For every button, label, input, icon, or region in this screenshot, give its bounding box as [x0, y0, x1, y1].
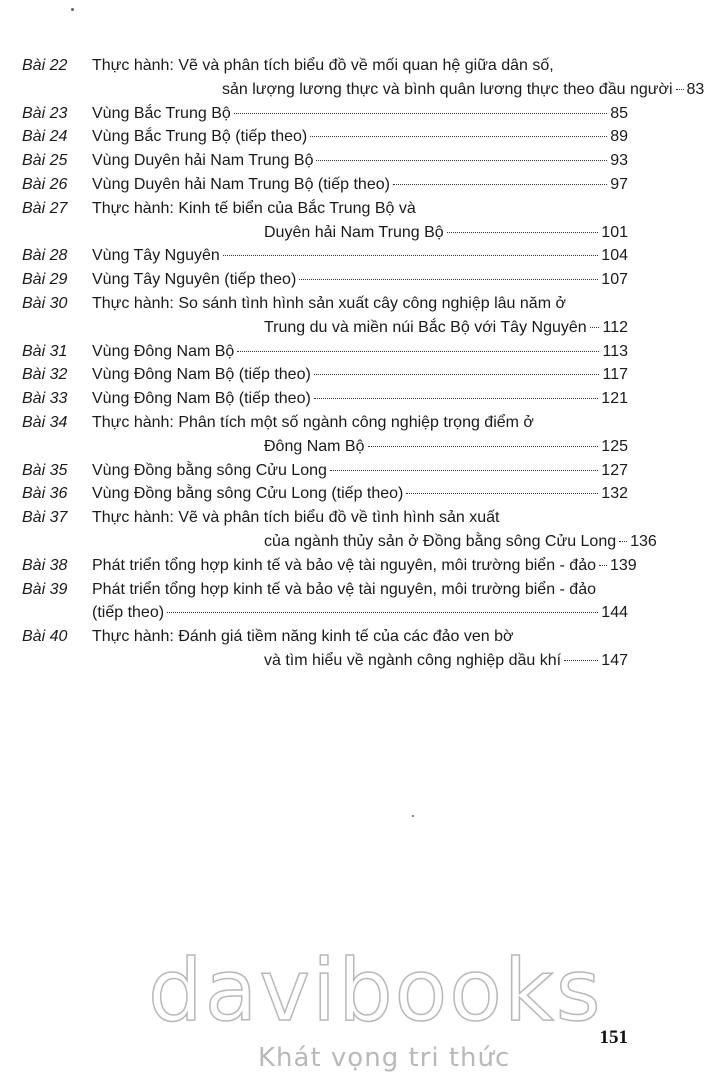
toc-entry-row — [0, 125, 700, 149]
lesson-page-number: 89 — [610, 128, 628, 146]
lesson-page-number: 113 — [602, 342, 628, 360]
lesson-number: Bài 22 — [22, 57, 68, 74]
lesson-line — [92, 625, 628, 649]
lesson-title: Vùng Duyên hải Nam Trung Bộ — [92, 152, 314, 170]
dot-leader — [393, 184, 607, 185]
toc-entry-row — [0, 554, 700, 578]
dot-leader — [447, 232, 599, 233]
toc-entry-row — [0, 340, 700, 364]
lesson-number: Bài 23 — [22, 104, 68, 122]
lesson-number: Bài 27 — [22, 199, 68, 217]
dot-leader — [590, 327, 600, 328]
lesson-line — [92, 387, 628, 411]
page-number: 151 — [599, 1027, 628, 1048]
lesson-title: (tiếp theo) — [92, 604, 165, 622]
toc-entry-row — [0, 506, 700, 530]
lesson-line — [92, 292, 628, 316]
dot-leader — [330, 470, 598, 471]
lesson-number: Bài 29 — [22, 271, 68, 289]
lesson-page-number: 127 — [601, 461, 628, 479]
lesson-line — [92, 268, 628, 292]
lesson-page-number: 83 — [686, 80, 704, 98]
lesson-line — [92, 411, 628, 435]
dot-leader — [368, 446, 599, 447]
toc-entry-row — [0, 292, 700, 316]
lesson-title: Vùng Đồng bằng sông Cửu Long (tiếp theo) — [92, 485, 404, 503]
lesson-number: Bài 28 — [22, 247, 68, 265]
lesson-title: Vùng Đồng bằng sông Cửu Long — [92, 461, 327, 479]
lesson-number: Bài 25 — [22, 152, 68, 170]
toc-entry-row — [0, 149, 700, 173]
toc-entry-row — [0, 578, 700, 602]
toc-entry-row — [0, 482, 700, 506]
toc-entry-row — [0, 173, 700, 197]
lesson-number: Bài 38 — [22, 556, 68, 574]
lesson-title: Vùng Tây Nguyên — [92, 247, 220, 265]
lesson-page-number: 117 — [602, 366, 628, 384]
lesson-title: Đông Nam Bộ — [264, 437, 365, 455]
lesson-line — [264, 221, 628, 245]
lesson-page-number: 107 — [601, 271, 628, 289]
dot-leader — [316, 160, 607, 161]
lesson-line — [92, 506, 628, 530]
lesson-number: Bài 40 — [22, 628, 68, 646]
lesson-line — [92, 173, 628, 197]
lesson-line — [92, 601, 628, 625]
lesson-page-number: 97 — [610, 176, 628, 193]
lesson-line — [92, 54, 628, 78]
scan-speck — [71, 8, 74, 11]
toc-entry-row — [0, 54, 700, 78]
toc-entry-row — [0, 268, 700, 292]
lesson-line — [92, 197, 628, 221]
lesson-title: của ngành thủy sản ở Đồng bằng sông Cửu Long — [264, 533, 617, 550]
lesson-line — [92, 102, 628, 126]
lesson-title: Vùng Đông Nam Bộ (tiếp theo) — [92, 390, 311, 408]
lesson-page-number: 121 — [601, 390, 628, 408]
lesson-line — [264, 316, 628, 340]
lesson-page-number: 132 — [601, 485, 628, 503]
lesson-number: Bài 24 — [22, 128, 68, 146]
lesson-number: Bài 35 — [22, 461, 68, 479]
lesson-line — [92, 554, 637, 578]
toc-entry-row — [0, 625, 700, 649]
toc-entry-row — [0, 316, 700, 340]
watermark-slogan: Khát vọng tri thức — [258, 1043, 511, 1073]
lesson-line — [264, 649, 628, 673]
lesson-line — [222, 78, 704, 102]
toc-entry-row — [0, 387, 700, 411]
lesson-title: Vùng Tây Nguyên (tiếp theo) — [92, 271, 297, 289]
lesson-line — [92, 340, 628, 364]
lesson-title: Vùng Duyên hải Nam Trung Bộ (tiếp theo) — [92, 176, 390, 193]
lesson-title: Trung du và miền núi Bắc Bộ với Tây Nguyên — [264, 318, 587, 336]
lesson-page-number: 147 — [601, 652, 628, 669]
lesson-line — [92, 244, 628, 268]
lesson-line — [264, 530, 657, 554]
lesson-title: Duyên hải Nam Trung Bộ — [264, 223, 444, 241]
lesson-page-number: 139 — [610, 556, 637, 574]
lesson-title: Vùng Bắc Trung Bộ — [92, 104, 231, 122]
lesson-page-number: 136 — [630, 533, 657, 550]
lesson-title: sản lượng lương thực và bình quân lương thực theo đầu người — [222, 80, 673, 98]
lesson-page-number: 93 — [610, 152, 628, 170]
scan-speck — [412, 815, 414, 817]
dot-leader — [676, 89, 684, 90]
lesson-line — [92, 149, 628, 173]
lesson-number: Bài 32 — [22, 366, 68, 384]
toc-entry-row — [0, 459, 700, 483]
lesson-line — [92, 363, 628, 387]
lesson-number: Bài 30 — [22, 295, 68, 312]
dot-leader — [314, 374, 600, 375]
lesson-page-number: 125 — [601, 437, 628, 455]
dot-leader — [237, 351, 599, 352]
toc-entry-row — [0, 102, 700, 126]
lesson-title: Vùng Đông Nam Bộ — [92, 342, 235, 360]
toc-entry-row — [0, 363, 700, 387]
lesson-page-number: 101 — [601, 223, 628, 241]
lesson-page-number: 112 — [602, 318, 628, 336]
toc-entry-row — [0, 197, 700, 221]
toc-entry-row — [0, 649, 700, 673]
dot-leader — [599, 565, 607, 566]
dot-leader — [310, 136, 607, 137]
lesson-line — [264, 435, 628, 459]
lesson-title: và tìm hiểu về ngành công nghiệp dầu khí — [264, 652, 562, 669]
dot-leader — [619, 541, 627, 542]
lesson-number: Bài 26 — [22, 176, 68, 193]
dot-leader — [223, 255, 599, 256]
toc-entry-row — [0, 78, 704, 102]
lesson-line — [92, 482, 628, 506]
dot-leader — [299, 279, 598, 280]
dot-leader — [564, 660, 598, 661]
dot-leader — [314, 398, 599, 399]
lesson-title: Vùng Đông Nam Bộ (tiếp theo) — [92, 366, 311, 384]
lesson-number: Bài 33 — [22, 390, 68, 408]
lesson-line — [92, 459, 628, 483]
watermark-logo-text: davibooks — [148, 941, 603, 1041]
toc-entry-row — [0, 435, 700, 459]
dot-leader — [167, 612, 598, 613]
lesson-number: Bài 31 — [22, 342, 68, 360]
lesson-title: Thực hành: Kinh tế biển của Bắc Trung Bộ và — [92, 199, 416, 217]
lesson-page-number: 85 — [610, 104, 628, 122]
lesson-title: Thực hành: Vẽ và phân tích biểu đồ về mối quan hệ giữa dân số, — [92, 57, 554, 74]
toc-entry-row — [0, 411, 700, 435]
lesson-page-number: 144 — [601, 604, 628, 622]
lesson-title: Thực hành: So sánh tình hình sản xuất cây công nghiệp lâu năm ở — [92, 295, 566, 312]
toc-entry-row — [0, 221, 700, 245]
lesson-title: Phát triển tổng hợp kinh tế và bảo vệ tài nguyên, môi trường biển - đảo — [92, 580, 596, 598]
lesson-number: Bài 34 — [22, 414, 68, 431]
lesson-title: Thực hành: Vẽ và phân tích biểu đồ về tình hình sản xuất — [92, 509, 500, 527]
lesson-line — [92, 125, 628, 149]
lesson-line — [92, 578, 628, 602]
lesson-title: Thực hành: Phân tích một số ngành công nghiệp trọng điểm ở — [92, 414, 534, 431]
lesson-title: Thực hành: Đánh giá tiềm năng kinh tế của các đảo ven bờ — [92, 628, 514, 646]
dot-leader — [234, 113, 607, 114]
lesson-page-number: 104 — [601, 247, 628, 265]
toc-entry-row — [0, 601, 700, 625]
toc-entry-row — [0, 244, 700, 268]
lesson-title: Vùng Bắc Trung Bộ (tiếp theo) — [92, 128, 308, 146]
lesson-title: Phát triển tổng hợp kinh tế và bảo vệ tài nguyên, môi trường biển - đảo — [92, 556, 596, 574]
dot-leader — [406, 493, 598, 494]
lesson-number: Bài 39 — [22, 580, 68, 598]
lesson-number: Bài 36 — [22, 485, 68, 503]
lesson-number: Bài 37 — [22, 509, 68, 527]
toc-entry-row — [0, 530, 700, 554]
